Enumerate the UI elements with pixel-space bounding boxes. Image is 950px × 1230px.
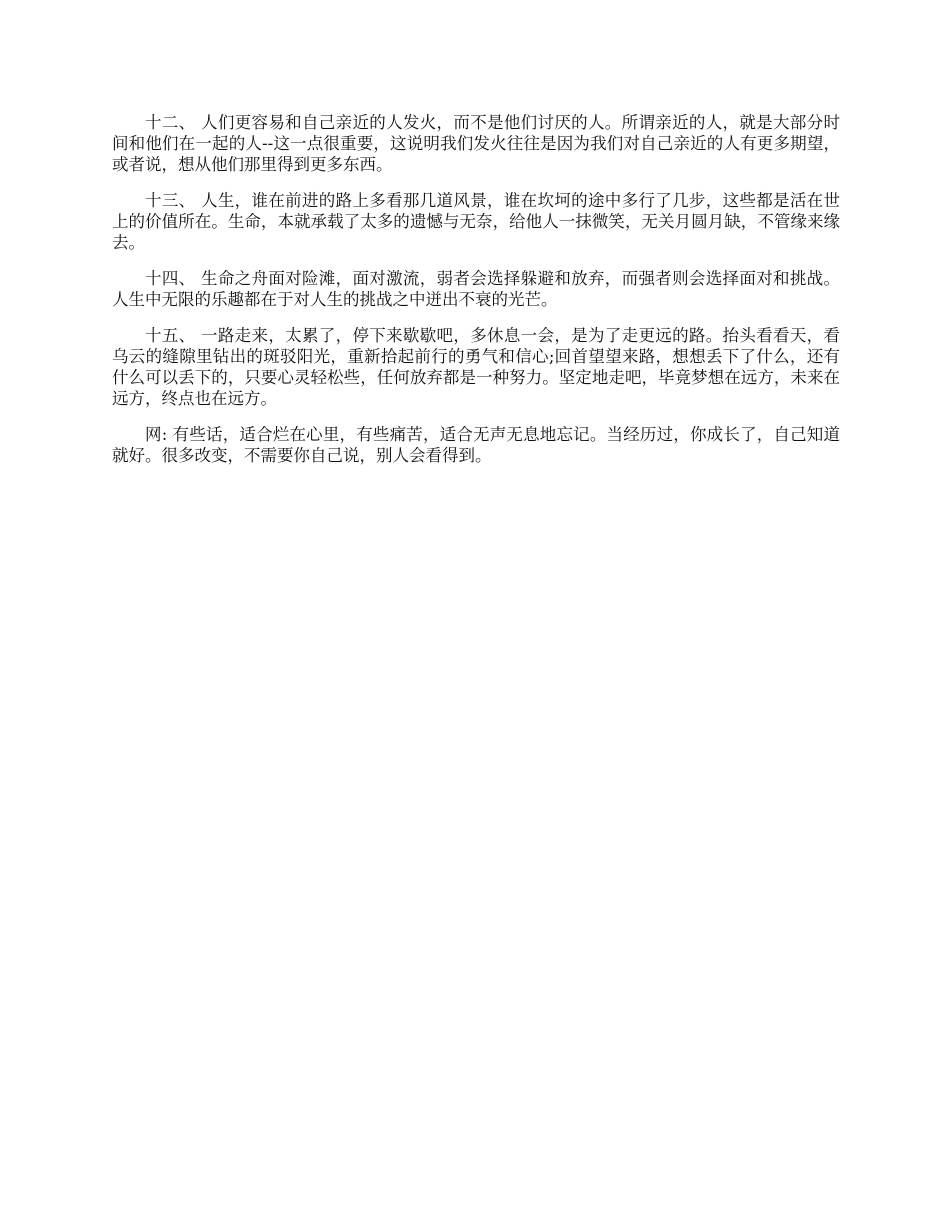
paragraph-12: 十二、 人们更容易和自己亲近的人发火，而不是他们讨厌的人。所谓亲近的人，就是大部分时间和他们在一起的人--这一点很重要，这说明我们发火往往是因为我们对自己亲近的人有更多期望，或者说，想从他们那里得到更多东西。 — [112, 113, 840, 174]
paragraph-closing: 网: 有些话，适合烂在心里，有些痛苦，适合无声无息地忘记。当经历过，你成长了，自己知道就好。很多改变，不需要你自己说，别人会看得到。 — [112, 425, 840, 465]
document-body — [112, 112, 840, 481]
paragraph-14: 十四、 生命之舟面对险滩，面对激流，弱者会选择躲避和放弃，而强者则会选择面对和挑战。人生中无限的乐趣都在于对人生的挑战之中迸出不衰的光芒。 — [112, 269, 840, 309]
paragraph-15: 十五、 一路走来，太累了，停下来歇歇吧，多休息一会，是为了走更远的路。抬头看看天，看乌云的缝隙里钻出的斑驳阳光，重新拾起前行的勇气和信心;回首望望来路，想想丢下了什么，还有什么可以丢下的，只要心灵轻松些，任何放弃都是一种努力。坚定地走吧，毕竟梦想在远方，未来在远方，终点也在远方。 — [112, 326, 840, 408]
paragraph-13: 十三、 人生，谁在前进的路上多看那几道风景，谁在坎坷的途中多行了几步，这些都是活在世上的价值所在。生命，本就承载了太多的遗憾与无奈，给他人一抹微笑，无关月圆月缺，不管缘来缘去。 — [112, 191, 840, 252]
